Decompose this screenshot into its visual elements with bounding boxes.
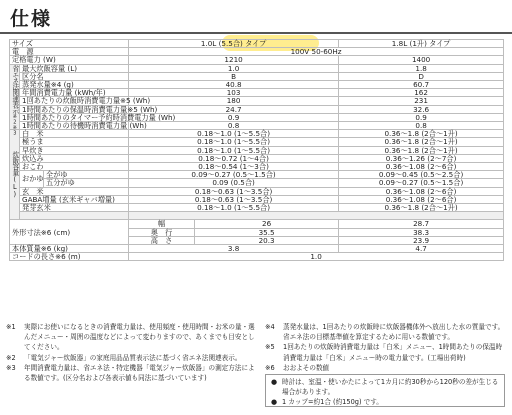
size-label: サイズ xyxy=(10,40,129,48)
row-large: 60.7 xyxy=(339,81,504,89)
row-label: 早炊き xyxy=(20,146,129,154)
rated-label: 定格電力 (W) xyxy=(10,56,129,64)
size-small: 1.0L (5.5合) タイプ xyxy=(129,40,339,48)
table-row xyxy=(10,64,504,72)
bullet-icon: ● xyxy=(271,398,278,406)
power-label: 電 源 xyxy=(10,48,129,56)
row-small: 26 xyxy=(195,220,339,228)
row-large: 4.7 xyxy=(339,245,504,253)
page-title: 仕様 xyxy=(10,8,53,30)
row-large: 0.9 xyxy=(339,113,504,121)
row-large: 0.09〜0.27 (0.5〜1.5合) xyxy=(339,179,504,187)
row-small: 1.0 xyxy=(129,64,339,72)
row-small: 0.18〜1.0 (1〜5.5合) xyxy=(129,138,339,146)
row-small: 0.18〜0.63 (1〜3.5合) xyxy=(129,187,339,195)
row-large: 23.9 xyxy=(339,236,504,244)
capacity-group-label: 炊飯容量(L) xyxy=(10,130,20,220)
table-row xyxy=(10,212,504,220)
okayu-zen-label: 全がゆ xyxy=(44,171,129,179)
row-large: 0.36〜1.08 (2〜6合) xyxy=(339,163,504,171)
bullet-icon: ● xyxy=(271,378,278,386)
footnote: ※1 実際にお使いになるときの消費電力量は、使用頻度・使用時間・お米の量・選んだメニュー・周囲の温度などによって変わりますので、あくまでも目安としてください。 xyxy=(6,323,255,352)
footnote: ※5 1回あたりの炊飯時消費電力量は「白米」メニュー、1時間あたりの保温時消費電力量は「白米」メニュー時の電力量です。(工場出荷時) xyxy=(265,343,503,362)
row-small: 0.9 xyxy=(129,113,339,121)
row-large: 32.6 xyxy=(339,105,504,113)
row-small: 0.09 (0.5合) xyxy=(129,179,339,187)
row-label: 炊込み xyxy=(20,154,129,162)
dims-h-label: 高 さ xyxy=(129,236,195,244)
row-small: 180 xyxy=(129,97,339,105)
footnotes-left xyxy=(6,322,256,383)
footnotes-right xyxy=(265,322,507,373)
row-small: 0.09〜0.27 (0.5〜1.5合) xyxy=(129,171,339,179)
table-row xyxy=(10,253,504,261)
row-label: 1時間あたりの待機時消費電力量 (Wh) xyxy=(20,122,129,130)
row-small: 0.18〜0.54 (1〜3合) xyxy=(129,163,339,171)
table-row-header xyxy=(10,40,504,48)
table-row xyxy=(10,97,504,105)
row-small: 3.8 xyxy=(129,245,339,253)
row-large: 0.36〜1.8 (2合〜1升) xyxy=(339,138,504,146)
table-row-rated xyxy=(10,56,504,64)
cord-label: コードの長さ※6 (m) xyxy=(10,253,129,261)
spacer-cell xyxy=(20,212,129,220)
dims-w-label: 幅 xyxy=(129,220,195,228)
row-small: 103 xyxy=(129,89,339,97)
row-small: 0.18〜1.0 (1〜5.5合) xyxy=(129,204,339,212)
rated-large: 1400 xyxy=(339,56,504,64)
row-large: 0.36〜1.08 (2〜6合) xyxy=(339,195,504,203)
row-large: 162 xyxy=(339,89,504,97)
table-row xyxy=(10,72,504,80)
row-large: 0.36〜1.8 (2合〜1升) xyxy=(339,130,504,138)
table-row xyxy=(10,138,504,146)
row-large: 0.09〜0.45 (0.5〜2.5合) xyxy=(339,171,504,179)
row-label: 玄 米 xyxy=(20,187,129,195)
row-small: 0.18〜1.0 (1〜5.5合) xyxy=(129,130,339,138)
size-large: 1.8L (1升) タイプ xyxy=(339,40,504,48)
row-large: 0.36〜1.26 (2〜7合) xyxy=(339,154,504,162)
table-row xyxy=(10,179,504,187)
dims-label: 外形寸法※6 (cm) xyxy=(10,220,129,245)
row-label: おこわ xyxy=(20,163,129,171)
info-item: ● 1 カップ=約1合 (約150g) です。 xyxy=(271,398,383,406)
title-divider xyxy=(0,32,512,34)
row-large: 38.3 xyxy=(339,228,504,236)
row-label: 1回あたりの炊飯時消費電力量※5 (Wh) xyxy=(20,97,129,105)
row-small: 0.18〜0.63 (1〜3.5合) xyxy=(129,195,339,203)
row-label: 1時間あたりのタイマー予約時消費電力量 (Wh) xyxy=(20,113,129,121)
row-small: B xyxy=(129,72,339,80)
row-small: 35.5 xyxy=(195,228,339,236)
okayu-label: おかゆ xyxy=(20,171,44,187)
row-large: 0.8 xyxy=(339,122,504,130)
row-large: 0.36〜1.08 (2〜6合) xyxy=(339,187,504,195)
info-item: ● 時計は、室温・使いかたによって1カ月に約30秒から120秒の差が生じる場合があります。 xyxy=(271,378,499,396)
row-label: GABA増量 (玄米ギャバ増量) xyxy=(20,195,129,203)
weight-label: 本体質量※6 (kg) xyxy=(10,245,129,253)
row-small: 24.7 xyxy=(129,105,339,113)
footnote: ※6 おおよその数値 xyxy=(265,363,330,372)
row-small: 0.18〜0.72 (1〜4合) xyxy=(129,154,339,162)
footnote: ※3 年間消費電力量は、省エネ法・特定機器「電気ジャー炊飯器」の測定方法による数値です。(区分名および各表示値も同法に基づいています) xyxy=(6,363,255,383)
row-large: 1.8 xyxy=(339,64,504,72)
row-large: 0.36〜1.8 (2合〜1升) xyxy=(339,204,504,212)
spacer-cell xyxy=(129,212,504,220)
row-label: 極うま xyxy=(20,138,129,146)
cord-value: 1.0 xyxy=(129,253,504,261)
row-label: 区分名 xyxy=(20,72,129,80)
spec-table xyxy=(9,39,504,261)
power-value: 100V 50-60Hz xyxy=(129,48,504,56)
eco-group-label: 省エネ法関連表示※2※3 xyxy=(10,64,19,136)
table-row xyxy=(10,220,504,228)
row-label: 年間消費電力量 (kWh/年) xyxy=(20,89,129,97)
row-small: 0.8 xyxy=(129,122,339,130)
okayu-go-label: 五分がゆ xyxy=(44,179,129,187)
rated-small: 1210 xyxy=(129,56,339,64)
row-label: 蒸発水量※4 (g) xyxy=(20,81,129,89)
row-small: 0.18〜1.0 (1〜5.5合) xyxy=(129,146,339,154)
row-small: 20.3 xyxy=(195,236,339,244)
row-large: 231 xyxy=(339,97,504,105)
row-large: 28.7 xyxy=(339,220,504,228)
footnote: ※2 「電気ジャー炊飯器」の家庭用品品質表示法に基づく省エネ法関連表示。 xyxy=(6,353,242,362)
table-row xyxy=(10,245,504,253)
row-large: 0.36〜1.8 (2合〜1升) xyxy=(339,146,504,154)
table-row xyxy=(10,204,504,212)
footnote: ※4 蒸発水量は、1回あたりの炊飯時に炊飯器機体外へ放出した水の質量です。省エネ法の目標基準値を算定するために用いる数値です。 xyxy=(265,323,505,342)
info-box xyxy=(265,374,505,407)
row-label: 発芽玄米 xyxy=(20,204,129,212)
row-label: 白 米 xyxy=(20,130,129,138)
row-small: 40.8 xyxy=(129,81,339,89)
row-label: 1時間あたりの保温時消費電力量※5 (Wh) xyxy=(20,105,129,113)
row-label: 最大炊飯容量 (L) xyxy=(20,64,129,72)
row-large: D xyxy=(339,72,504,80)
dims-d-label: 奥 行 xyxy=(129,228,195,236)
